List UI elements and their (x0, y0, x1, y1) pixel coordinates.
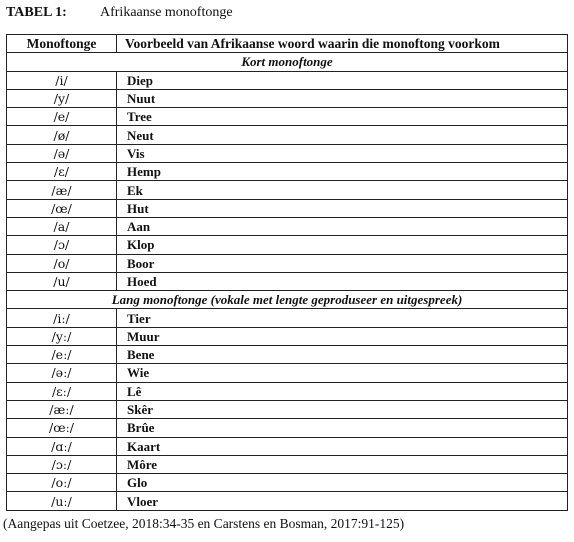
monophthong-symbol: /u/ (7, 272, 117, 290)
table-row (7, 163, 568, 181)
example-word: Brûe (117, 419, 568, 437)
monophthong-symbol: /ɑː/ (7, 437, 117, 455)
example-word: Aan (117, 217, 568, 235)
monophthong-symbol: /eː/ (7, 346, 117, 364)
monophthong-symbol: /ɔː/ (7, 455, 117, 473)
table-row (7, 364, 568, 382)
example-word: Kaart (117, 437, 568, 455)
example-word: Hoed (117, 272, 568, 290)
table-row (7, 492, 568, 510)
monophthong-symbol: /œː/ (7, 419, 117, 437)
table-row (7, 327, 568, 345)
example-word: Boor (117, 254, 568, 272)
monophthong-symbol: /ɛ/ (7, 163, 117, 181)
example-word: Neut (117, 126, 568, 144)
table-row (7, 309, 568, 327)
table-row (7, 217, 568, 235)
table-row (7, 437, 568, 455)
table-row (7, 199, 568, 217)
monophthong-symbol: /yː/ (7, 327, 117, 345)
example-word: Nuut (117, 89, 568, 107)
table-body (7, 53, 568, 510)
table-row (7, 71, 568, 89)
monophthong-symbol: /y/ (7, 89, 117, 107)
section-row (7, 291, 568, 309)
header-row (7, 35, 568, 53)
example-word: Hut (117, 199, 568, 217)
example-word: Vloer (117, 492, 568, 510)
monophthong-symbol: /a/ (7, 217, 117, 235)
monophthong-symbol: /i/ (7, 71, 117, 89)
section-row (7, 53, 568, 71)
example-word: Glo (117, 474, 568, 492)
example-word: Diep (117, 71, 568, 89)
table-row (7, 89, 568, 107)
monophthong-symbol: /ø/ (7, 126, 117, 144)
monophthong-symbol: /uː/ (7, 492, 117, 510)
example-word: Tier (117, 309, 568, 327)
header-monoftonge: Monoftonge (7, 35, 117, 53)
monophthong-symbol: /əː/ (7, 364, 117, 382)
table-row (7, 400, 568, 418)
monophthong-table (6, 34, 568, 511)
monophthong-symbol: /o/ (7, 254, 117, 272)
table-row (7, 419, 568, 437)
example-word: Hemp (117, 163, 568, 181)
table-row (7, 108, 568, 126)
monophthong-symbol: /e/ (7, 108, 117, 126)
table-row (7, 346, 568, 364)
example-word: Tree (117, 108, 568, 126)
example-word: Môre (117, 455, 568, 473)
monophthong-symbol: /æː/ (7, 400, 117, 418)
table-row (7, 144, 568, 162)
example-word: Bene (117, 346, 568, 364)
table-row (7, 236, 568, 254)
section-title: Lang monoftonge (vokale met lengte geproduseer en uitgespreek) (7, 291, 568, 309)
monophthong-symbol: /ə/ (7, 144, 117, 162)
table-row (7, 382, 568, 400)
monophthong-symbol: /oː/ (7, 474, 117, 492)
monophthong-symbol: /œ/ (7, 199, 117, 217)
table-caption (6, 3, 233, 23)
example-word: Skêr (117, 400, 568, 418)
table-row (7, 254, 568, 272)
table-row (7, 474, 568, 492)
example-word: Lê (117, 382, 568, 400)
table-row (7, 126, 568, 144)
monophthong-symbol: /ɛː/ (7, 382, 117, 400)
example-word: Wie (117, 364, 568, 382)
monophthong-symbol: /ɔ/ (7, 236, 117, 254)
source-note: (Aangepas uit Coetzee, 2018:34-35 en Carstens en Bosman, 2017:91-125) (3, 516, 405, 531)
table-row (7, 455, 568, 473)
header-voorbeeld: Voorbeeld van Afrikaanse woord waarin die monoftong voorkom (117, 35, 568, 53)
table-row (7, 181, 568, 199)
example-word: Muur (117, 327, 568, 345)
example-word: Klop (117, 236, 568, 254)
caption-label: TABEL 1: (6, 5, 67, 20)
table-row (7, 272, 568, 290)
example-word: Ek (117, 181, 568, 199)
section-title: Kort monoftonge (7, 53, 568, 71)
example-word: Vis (117, 144, 568, 162)
caption-title: Afrikaanse monoftonge (100, 5, 233, 20)
monophthong-symbol: /æ/ (7, 181, 117, 199)
monophthong-symbol: /iː/ (7, 309, 117, 327)
